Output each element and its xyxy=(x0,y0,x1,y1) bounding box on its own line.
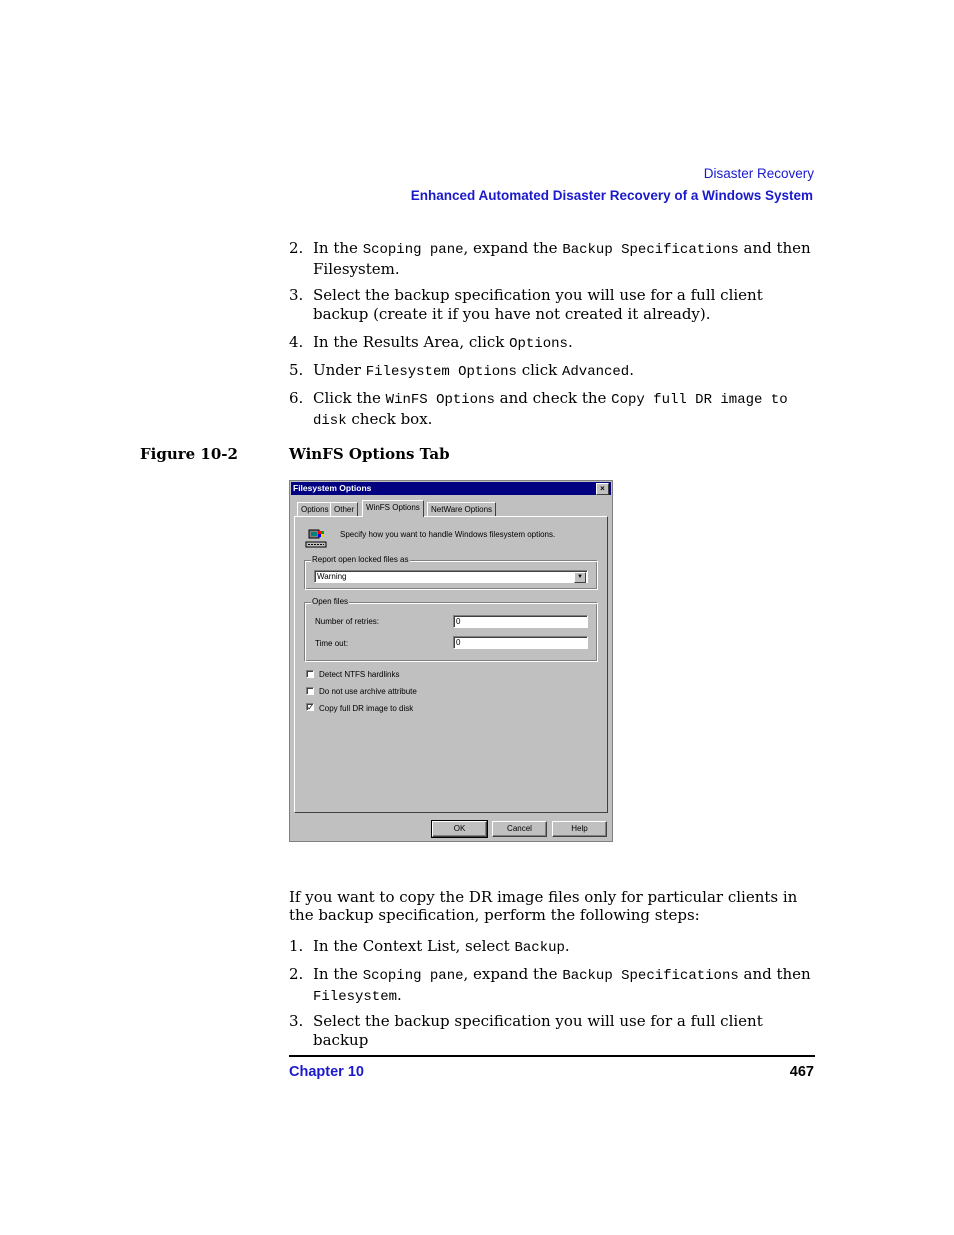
timeout-input[interactable]: 0 xyxy=(453,636,588,649)
step-text: and then Filesystem. xyxy=(313,239,811,278)
checkbox-label: Copy full DR image to disk xyxy=(319,704,414,713)
step-text: . xyxy=(564,937,570,955)
code-term: Scoping pane xyxy=(362,242,464,258)
tab-winfs-options[interactable]: WinFS Options xyxy=(362,500,424,517)
intro-paragraph: If you want to copy the DR image files only for particular clients in the backup specification, perform the following steps: xyxy=(289,888,798,924)
dialog-description: Specify how you want to handle Windows filesystem options. xyxy=(340,530,556,539)
checkbox-label: Do not use archive attribute xyxy=(319,687,417,696)
cancel-button[interactable]: Cancel xyxy=(492,821,547,837)
running-header-section: Disaster Recovery xyxy=(703,166,814,181)
step-4-top xyxy=(289,333,819,354)
step-text: In the Context List, select xyxy=(313,937,515,955)
step-number: 1. xyxy=(289,937,304,955)
step-5-top xyxy=(289,361,819,382)
step-text: click xyxy=(516,361,562,379)
figure-label: Figure 10-2 xyxy=(140,445,238,463)
page-number: 467 xyxy=(789,1064,814,1080)
close-icon[interactable]: × xyxy=(596,483,609,495)
tab-netware-options[interactable]: NetWare Options xyxy=(427,502,496,517)
step-text: Select the backup specification you will use for a full client backup xyxy=(313,1012,763,1049)
step-number: 5. xyxy=(289,361,304,379)
filesystem-options-dialog xyxy=(289,480,613,842)
step-number: 3. xyxy=(289,1012,304,1030)
group-label: Report open locked files as xyxy=(312,555,409,564)
step-text: and check the xyxy=(494,389,612,407)
step-6-top xyxy=(289,389,819,431)
code-term: Scoping pane xyxy=(362,968,464,984)
tab-options[interactable]: Options xyxy=(297,502,333,517)
code-term: Backup Specifications xyxy=(562,968,739,984)
chevron-down-icon[interactable]: ▼ xyxy=(574,572,586,583)
timeout-label: Time out: xyxy=(315,639,349,648)
group-label: Open files xyxy=(312,597,349,606)
dialog-title-bar xyxy=(291,482,611,495)
retries-input[interactable]: 0 xyxy=(453,615,588,628)
step-text: , expand the xyxy=(463,965,563,983)
check-icon: ✓ xyxy=(307,703,314,712)
open-files-group xyxy=(304,597,598,662)
footer-chapter: Chapter 10 xyxy=(289,1064,364,1080)
code-term: Copy full DR image to disk xyxy=(313,392,788,429)
step-text: In the Results Area, click xyxy=(313,333,510,351)
step-text: , expand the xyxy=(463,239,563,257)
step-text: Select the backup specification you will use for a full client backup (create it if you have not created it already). xyxy=(313,286,763,323)
step-number: 2. xyxy=(289,965,304,983)
step-3-bottom xyxy=(289,1012,819,1050)
step-number: 6. xyxy=(289,389,304,407)
computer-icon xyxy=(305,529,327,549)
step-2-bottom xyxy=(289,965,819,1007)
help-button[interactable]: Help xyxy=(552,821,607,837)
step-text: Under xyxy=(313,361,366,379)
step-text: . xyxy=(567,333,573,351)
no-archive-attribute-checkbox[interactable] xyxy=(306,687,314,695)
dialog-title: Filesystem Options xyxy=(293,483,372,493)
step-number: 3. xyxy=(289,286,304,304)
code-term: Options xyxy=(509,336,568,352)
running-header-subsection: Enhanced Automated Disaster Recovery of a Windows System xyxy=(410,188,813,203)
footer-rule xyxy=(289,1055,815,1057)
step-text: check box. xyxy=(346,410,433,428)
step-text: In the xyxy=(313,239,363,257)
step-text: In the xyxy=(313,965,363,983)
detect-hardlinks-checkbox[interactable] xyxy=(306,670,314,678)
code-term: Backup Specifications xyxy=(562,242,739,258)
figure-title: WinFS Options Tab xyxy=(289,445,450,463)
step-2-top xyxy=(289,239,819,279)
step-text: . xyxy=(629,361,634,379)
checkbox-label: Detect NTFS hardlinks xyxy=(319,670,400,679)
ok-button[interactable]: OK xyxy=(432,821,487,837)
step-text: Click the xyxy=(313,389,386,407)
step-number: 4. xyxy=(289,333,304,351)
copy-dr-image-checkbox[interactable] xyxy=(306,703,314,711)
step-text: and then xyxy=(738,965,811,983)
code-term: Backup xyxy=(514,940,565,956)
step-3-top xyxy=(289,286,819,324)
code-term: WinFS Options xyxy=(385,392,495,408)
dropdown-value: Warning xyxy=(317,572,347,581)
code-term: Advanced xyxy=(562,364,630,380)
report-mode-dropdown[interactable] xyxy=(314,570,588,583)
retries-label: Number of retries: xyxy=(315,617,380,626)
step-number: 2. xyxy=(289,239,304,257)
tab-other[interactable]: Other xyxy=(330,502,358,517)
code-term: Filesystem Options xyxy=(365,364,517,380)
step-1-bottom xyxy=(289,937,819,958)
code-term: Filesystem xyxy=(313,989,398,1005)
step-text: . xyxy=(397,986,402,1004)
